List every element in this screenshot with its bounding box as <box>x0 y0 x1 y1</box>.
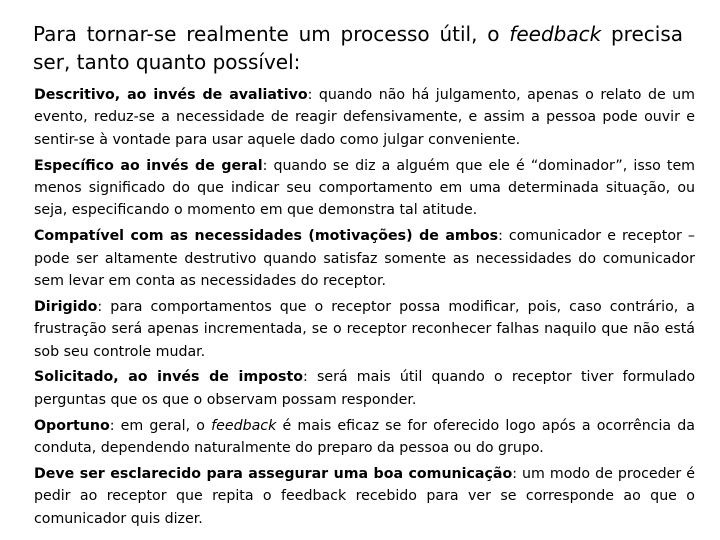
item-text: : um modo de proceder é pedir ao receptor que repita o feedback recebido para ver se corresponde ao que o comunicador quis dizer. <box>34 465 696 527</box>
item-text: : quando se diz a alguém que ele é “dominador”, isso tem menos significado do que indicar seu comportamento em uma determinada situação, ou seja, especificando o momento em que demonstra tal atitude. <box>34 157 695 219</box>
title-part-3: precisa <box>601 22 683 46</box>
item-term: Dirigido <box>34 298 98 315</box>
slide-title <box>33 20 683 76</box>
list-item-oportuno <box>34 415 695 460</box>
item-term: Oportuno <box>34 417 110 434</box>
title-part-1: Para tornar-se realmente um processo útil, o <box>33 22 510 46</box>
item-text: : será mais útil quando o receptor tiver formulado perguntas que os que o observam possam responder. <box>34 369 695 408</box>
list-item-descritivo <box>34 84 695 151</box>
list-item-solicitado <box>34 366 695 411</box>
item-text: : comunicador e receptor – pode ser altamente destrutivo quando satisfaz somente as necessidades do comunicador sem levar em conta as necessidades do receptor. <box>34 228 695 290</box>
item-term: Descritivo, ao invés de avaliativo <box>34 87 308 103</box>
list-item-dirigido <box>34 296 695 363</box>
criteria-list <box>34 84 695 533</box>
title-part-4: ser, tanto quanto possível: <box>33 50 301 74</box>
item-term: Solicitado, ao invés de imposto <box>34 369 303 386</box>
item-text-italic: feedback <box>211 417 277 434</box>
list-item-compativel <box>34 225 695 292</box>
list-item-especifico <box>34 155 695 222</box>
item-text: : para comportamentos que o receptor possa modificar, pois, caso contrário, a frustração será apenas incrementada, se o receptor reconhecer falhas naquilo que não está sob seu controle mudar. <box>34 298 695 360</box>
item-term: Compatível com as necessidades (motivações) de ambos <box>34 228 499 245</box>
item-text: : quando não há julgamento, apenas o relato de um evento, reduz-se a necessidade de reagir defensivamente, e assim a pessoa pode ouvir e sentir-se à vontade para usar aquele dado como julgar conveniente. <box>34 87 695 148</box>
item-text-after: é mais eficaz se for oferecido logo após a ocorrência da conduta, dependendo naturalmente do preparo da pessoa ou do grupo. <box>34 417 695 457</box>
title-line-1 <box>33 20 683 48</box>
list-item-esclarecido <box>34 463 695 530</box>
item-term: Deve ser esclarecido para assegurar uma boa comunicação <box>34 465 513 482</box>
title-feedback-word: feedback <box>509 22 602 46</box>
item-term: Específico ao invés de geral <box>34 157 263 174</box>
item-text-before: : em geral, o <box>109 417 212 434</box>
